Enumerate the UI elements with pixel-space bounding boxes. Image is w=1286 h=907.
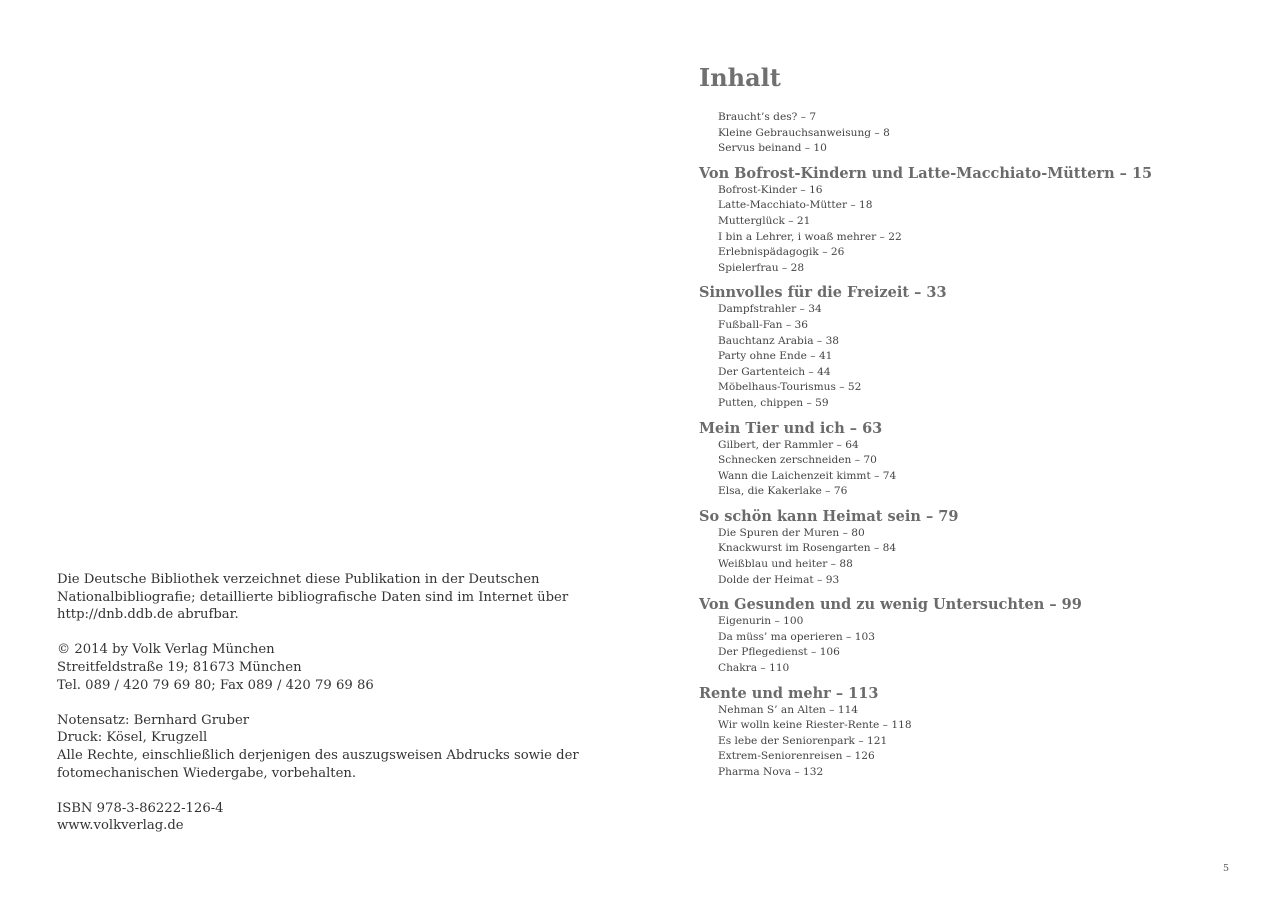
toc-section-heading: Rente und mehr – 113: [699, 684, 879, 702]
imprint-block: [57, 571, 577, 835]
toc-entry: Weißblau und heiter – 88: [718, 558, 853, 571]
toc-entry: Die Spuren der Muren – 80: [718, 526, 865, 539]
toc-entry: Möbelhaus-Tourismus – 52: [718, 381, 862, 394]
imprint-line: Notensatz: Bernhard Gruber: [57, 712, 250, 728]
toc-entry: Der Gartenteich – 44: [718, 365, 831, 378]
imprint-paragraph: [57, 712, 577, 782]
toc-section: [699, 284, 1219, 411]
toc-entry: Es lebe der Seniorenpark – 121: [718, 734, 888, 747]
toc-entry-list: [699, 614, 1219, 676]
toc-entry: Putten, chippen – 59: [718, 396, 829, 409]
table-of-contents: [699, 62, 1219, 789]
toc-entry: Da müss’ ma operieren – 103: [718, 630, 875, 643]
toc-entry: Eigenurin – 100: [718, 615, 804, 628]
toc-section: [699, 596, 1219, 676]
toc-entry-list: [699, 703, 1219, 781]
toc-entry: Wir wolln keine Riester-Rente – 118: [718, 719, 912, 732]
toc-entry-list: [699, 438, 1219, 500]
imprint-line: http://dnb.ddb.de abrufbar.: [57, 607, 239, 623]
toc-section-heading: Von Bofrost-Kindern und Latte-Macchiato-Müttern – 15: [699, 164, 1153, 182]
imprint-line: Die Deutsche Bibliothek verzeichnet diese Publikation in der Deutschen: [57, 572, 540, 587]
toc-entry: Erlebnispädagogik – 26: [718, 246, 845, 259]
toc-entry: Gilbert, der Rammler – 64: [718, 438, 859, 451]
toc-section: [699, 110, 1219, 157]
toc-section: [699, 685, 1219, 781]
imprint-line: Druck: Kösel, Krugzell: [57, 730, 208, 746]
toc-entry: Elsa, die Kakerlake – 76: [718, 485, 848, 498]
toc-entry: Spielerfrau – 28: [718, 261, 805, 274]
toc-title: Inhalt: [699, 63, 781, 92]
toc-entry: Dampfstrahler – 34: [718, 303, 822, 316]
toc-entry: Braucht’s des? – 7: [718, 111, 817, 123]
toc-entry: Servus beinand – 10: [718, 142, 827, 155]
toc-section-heading: So schön kann Heimat sein – 79: [699, 507, 959, 525]
toc-entry-list: [699, 526, 1219, 588]
toc-entry: Wann die Laichenzeit kimmt – 74: [718, 469, 897, 482]
imprint-line: Nationalbibliografie; detaillierte bibliografische Daten sind im Internet über: [57, 589, 569, 605]
toc-entry: Fußball-Fan – 36: [718, 318, 808, 331]
imprint-line: fotomechanischen Wiedergabe, vorbehalten.: [57, 765, 357, 781]
toc-entry-list: [699, 183, 1219, 277]
toc-section: [699, 420, 1219, 500]
toc-section-heading: Mein Tier und ich – 63: [699, 419, 883, 437]
toc-entry: Schnecken zerschneiden – 70: [718, 454, 877, 467]
imprint-paragraph: [57, 571, 577, 624]
toc-entry: Bofrost-Kinder – 16: [718, 183, 823, 196]
imprint-line: www.volkverlag.de: [57, 818, 184, 834]
toc-entry: Pharma Nova – 132: [718, 766, 824, 778]
imprint-paragraph: [57, 800, 577, 835]
toc-section-heading: Sinnvolles für die Freizeit – 33: [699, 284, 947, 302]
toc-entry: I bin a Lehrer, i woaß mehrer – 22: [718, 230, 902, 243]
toc-entry: Latte-Macchiato-Mütter – 18: [718, 199, 873, 212]
imprint-line: Alle Rechte, einschließlich derjenigen des auszugsweisen Abdrucks sowie der: [57, 747, 579, 763]
toc-entry: Extrem-Seniorenreisen – 126: [718, 750, 875, 763]
toc-entry-list: [699, 302, 1219, 411]
toc-entry: Party ohne Ende – 41: [718, 350, 833, 363]
imprint-line: Tel. 089 / 420 79 69 80; Fax 089 / 420 79 69 86: [57, 677, 374, 693]
toc-entry: Mutterglück – 21: [718, 214, 811, 227]
imprint-line: Streitfeldstraße 19; 81673 München: [57, 659, 302, 675]
toc-entry-list: [699, 110, 1219, 157]
toc-section: [699, 508, 1219, 588]
toc-section: [699, 165, 1219, 277]
imprint-paragraph: [57, 641, 577, 694]
toc-entry: Kleine Gebrauchsanweisung – 8: [718, 126, 890, 139]
toc-entry: Der Pflegedienst – 106: [718, 646, 840, 659]
toc-section-heading: Von Gesunden und zu wenig Untersuchten – 99: [699, 596, 1082, 614]
toc-entry: Bauchtanz Arabia – 38: [718, 334, 840, 347]
toc-entry: Knackwurst im Rosengarten – 84: [718, 542, 897, 555]
toc-entry: Chakra – 110: [718, 662, 790, 675]
imprint-line: © 2014 by Volk Verlag München: [57, 642, 275, 658]
toc-entry: Dolde der Heimat – 93: [718, 573, 840, 586]
toc-sections: [699, 110, 1219, 781]
toc-entry: Nehman S’ an Alten – 114: [718, 703, 859, 716]
page-number: 5: [1223, 863, 1230, 874]
imprint-line: ISBN 978-3-86222-126-4: [57, 800, 224, 816]
